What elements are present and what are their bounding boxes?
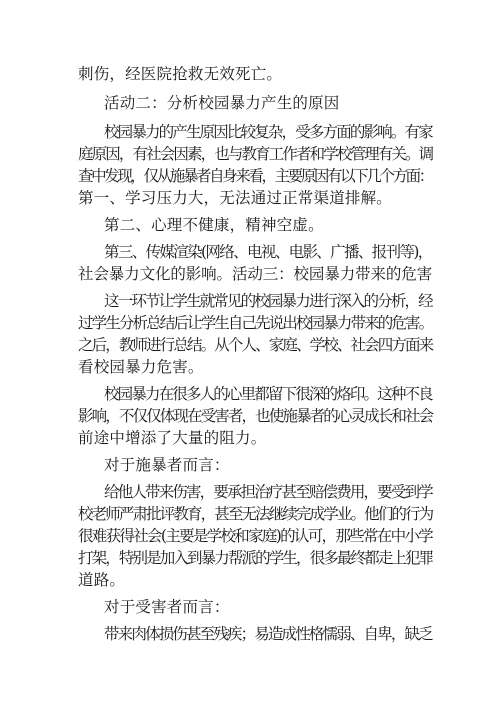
text-line: 之后，教师进行总结。从个人、家庭、学校、社会四方面来: [78, 336, 433, 354]
text-line: 庭原因，有社会因素，也与教育工作者和学校管理有关。调: [78, 145, 433, 163]
text-line: 看校园暴力危害。: [78, 358, 204, 376]
text-line: 很难获得社会(主要是学校和家庭)的认可，那些常在中小学: [78, 527, 432, 545]
text-line: 过学生分析总结后让学生自己先说出校园暴力带来的危害。: [78, 314, 433, 332]
text-line: 校园暴力的产生原因比较复杂，受多方面的影响。有家: [104, 123, 432, 141]
text-line: 第三、传媒渲染(网络、电视、电影、广播、报刊等)，: [104, 243, 432, 261]
text-line: 校园暴力在很多人的心里都留下很深的烙印。这种不良: [104, 385, 432, 403]
text-line: 刺伤，经医院抢救无效死亡。: [78, 65, 283, 83]
text-line: 查中发现，仅从施暴者自身来看，主要原因有以下几个方面：: [78, 167, 432, 185]
text-line: 打架，特别是加入到暴力帮派的学生，很多最终都走上犯罪: [78, 549, 433, 567]
text-line: 带来肉体损伤甚至残疾；易造成性格懦弱、自卑，缺乏: [104, 625, 432, 643]
text-line: 给他人带来伤害，要承担治疗甚至赔偿费用，要受到学: [104, 483, 432, 501]
subheading: 对于受害者而言：: [104, 598, 230, 616]
text-line: 前途中增添了大量的阻力。: [78, 429, 267, 447]
text-line: 影响，不仅仅体现在受害者，也使施暴者的心灵成长和社会: [78, 407, 433, 425]
text-line: 这一环节让学生就常见的校园暴力进行深入的分析，经: [104, 292, 432, 310]
text-line: 第二、心理不健康，精神空虚。: [104, 216, 324, 234]
text-line: 第一、学习压力大，无法通过正常渠道排解。: [78, 189, 393, 207]
section-heading: 活动二：分析校园暴力产生的原因: [104, 94, 340, 112]
subheading: 对于施暴者而言：: [104, 456, 230, 474]
text-line: 道路。: [78, 571, 126, 589]
text-line: 社会暴力文化的影响。活动三：校园暴力带来的危害: [78, 265, 433, 283]
text-line: 校老师严肃批评教育，甚至无法继续完成学业。他们的行为: [78, 505, 433, 523]
